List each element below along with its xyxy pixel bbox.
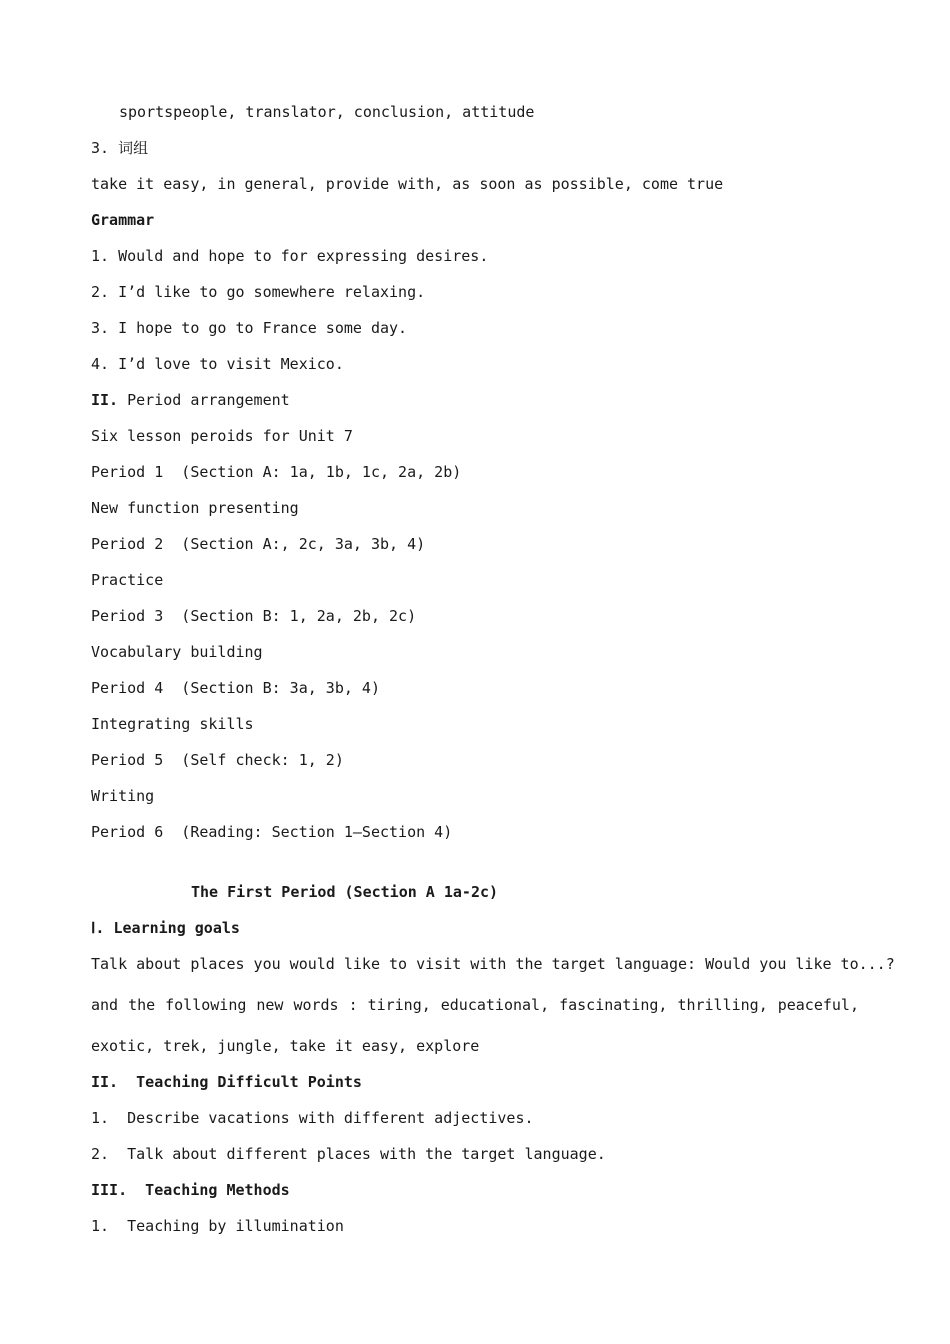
goals-word: new	[256, 996, 284, 1014]
vocabulary-line: sportspeople, translator, conclusion, attitude	[119, 103, 535, 121]
goals-word: thrilling,	[677, 996, 768, 1014]
goals-word: educational,	[440, 996, 550, 1014]
first-period-title: The First Period (Section A 1a-2c)	[191, 883, 499, 901]
goals-word: and	[91, 996, 119, 1014]
difficult-points-heading: II. Teaching Difficult Points	[91, 1073, 362, 1091]
six-lessons-line: Six lesson peroids for Unit 7	[91, 427, 353, 445]
goals-word: the	[128, 996, 156, 1014]
goals-word: :	[348, 996, 358, 1014]
period-line: Period 6 (Reading: Section 1—Section 4)	[91, 823, 453, 841]
goals-word: words	[293, 996, 339, 1014]
period-line: Period 3 (Section B: 1, 2a, 2b, 2c)	[91, 607, 417, 625]
period-line: Period 1 (Section A: 1a, 1b, 1c, 2a, 2b)	[91, 463, 462, 481]
goals-word: following	[165, 996, 247, 1014]
period-arrangement-number: II.	[91, 391, 119, 409]
grammar-item-1: 1. Would and hope to for expressing desires.	[91, 247, 489, 265]
goals-word: tiring,	[367, 996, 431, 1014]
period-line: Integrating skills	[91, 715, 254, 733]
period-line: Period 4 (Section B: 3a, 3b, 4)	[91, 679, 380, 697]
period-arrangement-text: Period arrangement	[127, 391, 290, 409]
phrases-heading: 3. 词组	[91, 139, 149, 157]
grammar-item-3: 3. I hope to go to France some day.	[91, 319, 408, 337]
period-line: Period 5 (Self check: 1, 2)	[91, 751, 344, 769]
learning-goals-heading: Ⅰ. Learning goals	[91, 919, 240, 937]
period-line: Writing	[91, 787, 155, 805]
grammar-heading: Grammar	[91, 211, 155, 229]
grammar-item-2: 2. I’d like to go somewhere relaxing.	[91, 283, 426, 301]
difficult-point-1: 1. Describe vacations with different adjectives.	[91, 1109, 534, 1127]
difficult-point-2: 2. Talk about different places with the target language.	[91, 1145, 606, 1163]
grammar-item-4: 4. I’d love to visit Mexico.	[91, 355, 344, 373]
goals-line-3: exotic, trek, jungle, take it easy, explore	[91, 1037, 480, 1055]
goals-line-1: Talk about places you would like to visit with the target language: Would you like to...?	[91, 955, 895, 973]
teaching-methods-heading: III. Teaching Methods	[91, 1181, 290, 1199]
goals-line-2	[91, 995, 859, 1015]
period-line: New function presenting	[91, 499, 299, 517]
goals-word: peaceful,	[777, 996, 859, 1014]
goals-word: fascinating,	[559, 996, 668, 1014]
phrases-line: take it easy, in general, provide with, as soon as possible, come true	[91, 175, 724, 193]
period-line: Practice	[91, 571, 164, 589]
period-arrangement-heading	[91, 390, 290, 410]
period-line: Period 2 (Section A:, 2c, 3a, 3b, 4)	[91, 535, 426, 553]
period-line: Vocabulary building	[91, 643, 263, 661]
teaching-method-1: 1. Teaching by illumination	[91, 1217, 344, 1235]
